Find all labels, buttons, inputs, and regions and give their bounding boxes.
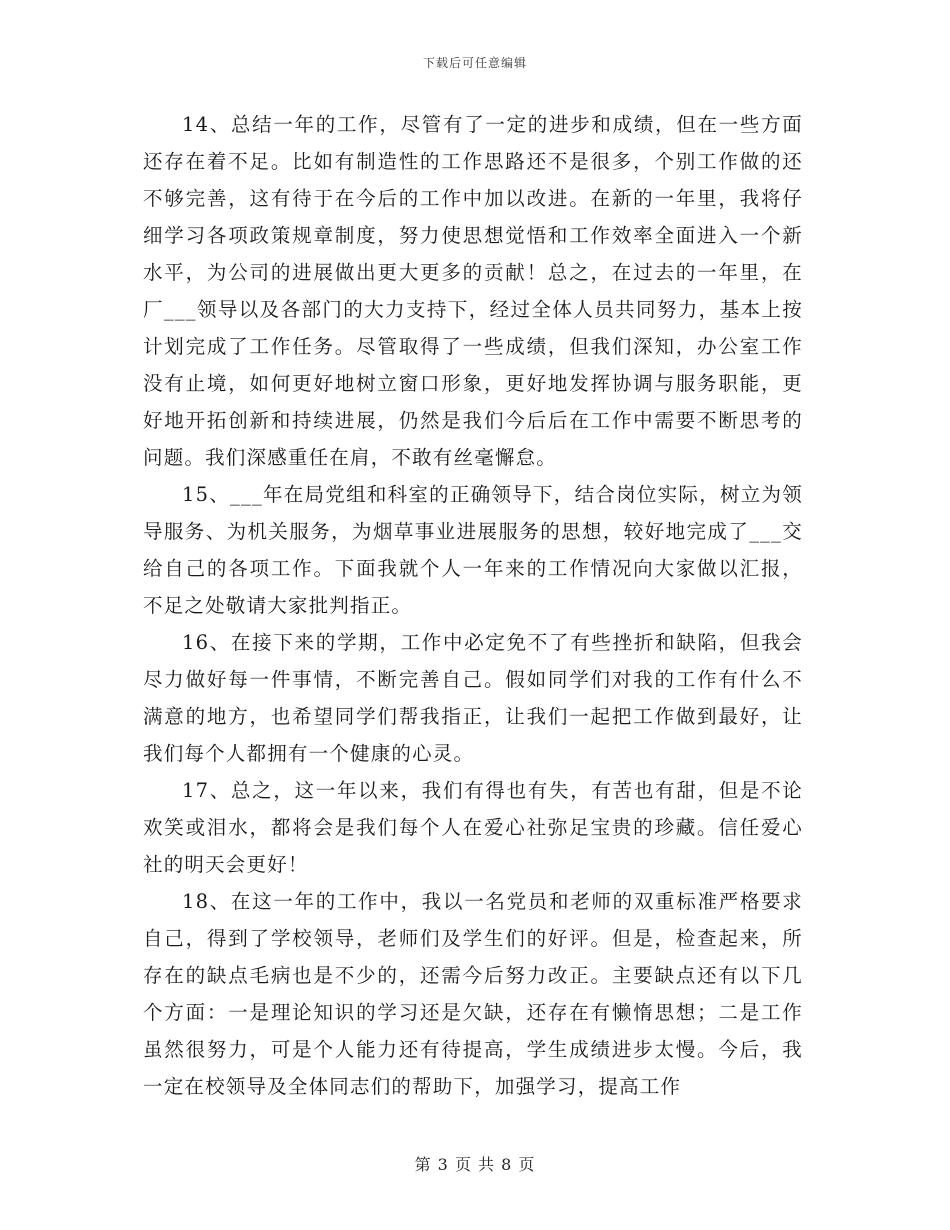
page-header-note: 下载后可任意编辑 [422,56,527,70]
paragraph-14: 14、总结一年的工作，尽管有了一定的进步和成绩，但在一些方面还存在着不足。比如有制造性的工作思路还不是很多，个别工作做的还不够完善，这有待于在今后的工作中加以改进。在新的一年里，我将仔细学习各项政策规章制度，努力使思想觉悟和工作效率全面进入一个新水平，为公司的进展做出更大更多的贡献！总之，在过去的一年里，在厂___领导以及各部门的大力支持下，经过全体人员共同努力，基本上按计划完成了工作任务。尽管取得了一些成绩，但我们深知，办公室工作没有止境，如何更好地树立窗口形象，更好地发挥协调与服务职能，更好地开拓创新和持续进展，仍然是我们今后后在工作中需要不断思考的问题。我们深感重任在肩，不敢有丝毫懈怠。 [143,113,803,469]
page-number: 第 3 页 共 8 页 [414,1155,536,1174]
document-body [143,106,803,1105]
paragraph-15: 15、___年在局党组和科室的正确领导下，结合岗位实际，树立为领导服务、为机关服务，为烟草事业进展服务的思想，较好地完成了___交给自己的各项工作。下面我就个人一年来的工作情况向大家做以汇报，不足之处敬请大家批判指正。 [143,483,803,617]
paragraph-16: 16、在接下来的学期，工作中必定免不了有些挫折和缺陷，但我会尽力做好每一件事情，不断完善自己。假如同学们对我的工作有什么不满意的地方，也希望同学们帮我指正，让我们一起把工作做到最好，让我们每个人都拥有一个健康的心灵。 [143,631,803,765]
paragraph-17: 17、总之，这一年以来，我们有得也有失，有苦也有甜，但是不论欢笑或泪水，都将会是我们每个人在爱心社弥足宝贵的珍藏。信任爱心社的明天会更好！ [143,779,803,876]
paragraph-18: 18、在这一年的工作中，我以一名党员和老师的双重标准严格要求自己，得到了学校领导，老师们及学生们的好评。但是，检查起来，所存在的缺点毛病也是不少的，还需今后努力改正。主要缺点还有以下几个方面：一是理论知识的学习还是欠缺，还存在有懒惰思想；二是工作虽然很努力，可是个人能力还有待提高，学生成绩进步太慢。今后，我一定在校领导及全体同志们的帮助下，加强学习，提高工作 [143,890,803,1098]
